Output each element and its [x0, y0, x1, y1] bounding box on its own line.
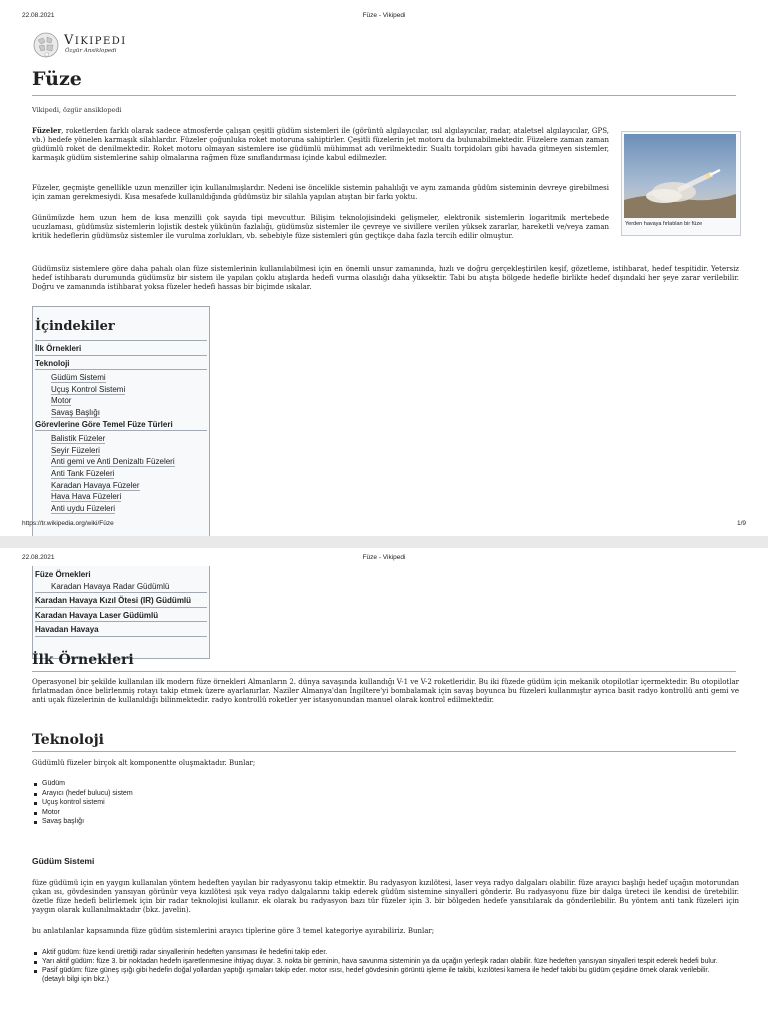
section-divider	[32, 751, 736, 752]
toc-item-anti-gemi[interactable]: Anti gemi ve Anti Denizaltı Füzeleri	[51, 457, 175, 467]
print-date-2: 22.08.2021	[22, 554, 55, 561]
section-heading-teknoloji: Teknoloji	[32, 732, 104, 748]
section-heading-ilk-ornekleri: İlk Örnekleri	[32, 652, 134, 668]
cost-paragraph: Güdümsüz sistemlere göre daha pahalı olan füze sistemlerinin kullanılabilmesi için en önemli unsur zamanında, hızlı ve doğru gerçekleştirilen keşif, gözetleme, istihbarat, hedef tespitidir. Yetersiz hedef istihbaratı durumunda güdümsüz bir sistem ile yapılan çoklu atışlarda hedefi vurma olasılığı daha yüksektir. Tabi bu atışta bölgede hedefle birlikte hedef dışındaki her şeye zarar verilebilir. Doğru ve zamanında istihbarat yoksa füzeler hedefi hassas bir biçimde ıskalar.	[32, 265, 739, 291]
intro-paragraph	[32, 126, 609, 163]
list-item: Arayıcı (hedef bulucu) sistem	[32, 789, 133, 799]
list-item: Güdüm	[32, 779, 133, 789]
image-caption: Yerden havaya fırlatılan bir füze	[625, 221, 703, 227]
toc-item-savas-basligi[interactable]: Savaş Başlığı	[51, 407, 100, 417]
site-wordmark[interactable]	[64, 33, 127, 48]
table-of-contents-continued	[32, 566, 210, 659]
toc-item-kizil-otesi[interactable]: Karadan Havaya Kızıl Ötesi (IR) Güdümlü	[35, 595, 207, 608]
history-paragraph: Füzeler, geçmişte genellikle uzun menziller için kullanılmışlardır. Nedeni ise öncelikle sistemin pahalılığı ve aynı zamanda güdüm sisteminin devreye girebilmesi için zaman gerekmesiydi. Kısa mesafede kullanıldığında güdümsüz bir silahla yapılan atıştan bir farkı yoktu.	[32, 184, 609, 201]
toc-list-continued	[35, 569, 207, 639]
toc-item-laser-gudumlu[interactable]: Karadan Havaya Laser Güdümlü	[35, 610, 207, 623]
toc-item-karadan-havaya[interactable]: Karadan Havaya Füzeler	[51, 480, 140, 490]
toc-item-teknoloji[interactable]: Teknoloji	[35, 358, 207, 371]
toc-item-ilk-ornekleri[interactable]: İlk Örnekleri	[35, 343, 207, 356]
toc-item-motor[interactable]: Motor	[51, 396, 72, 406]
print-date: 22.08.2021	[22, 12, 55, 19]
wordmark-rest: IKIPEDI	[74, 36, 127, 47]
list-item: Aktif güdüm: füze kendi ürettiği radar sinyallerinin hedeften yansıması ile hedefini takip eder.	[32, 948, 722, 957]
section-divider	[32, 671, 736, 672]
wordmark-initial: V	[64, 33, 75, 48]
toc-list	[35, 343, 207, 514]
site-sub: Vikipedi, özgür ansiklopedi	[32, 106, 122, 114]
component-list	[32, 779, 133, 827]
intro-text: , roketlerden farklı olarak sadece atmosferde çalışan çeşitli güdüm sistemleri ile (görüntü algılayıcılar, ısıl algılayıcılar, radar, ataletsel algılayıcılar, GPS, vb.) hedefe yönelen karmaşık silahlardır. Füzeler çoğunluka roket motoruna sahiptirler. Çeşitli füzelerin jet motoru da bulunabilmektedir. Füzelere zaman zaman güdümlü roket de denilmektedir. Roket motoru olmayan sistemlere ise güdümlü mühimmat adı verilmektedir. Sualtı torpidoları gibi havada gitmeyen sistemler, karmaşık güdüm sistemlerine sahip olmalarına rağmen füze sınıflandırması içinde kabul edilmezler.	[32, 127, 609, 162]
toc-item-hava-hava[interactable]: Hava Hava Füzeleri	[51, 492, 122, 502]
title-divider	[32, 95, 736, 96]
toc-item-gudum-sistemi[interactable]: Güdüm Sistemi	[51, 373, 106, 383]
today-paragraph: Günümüzde hem uzun hem de kısa menzilli çok sayıda tipi mevcuttur. Bilişim teknolojisindeki gelişmeler, elektronik sistemlerin logaritmik mertebede ucuzlaması, güdümsüz sistemlerin lojistik destek yükünün fazlalığı, güdümsüz sistemler ile çevreye ve sivillere verilen yüksek zararlar, hareketli ve/veya zaman kritik hedeflerin güdümsüz sistemler ile vurulma zorlukları, vb. sebebiyle füze sistemleri gün geçtikçe daha fazla tercih edilir olmuştur.	[32, 214, 609, 240]
list-item: Pasif güdüm: füze güneş ışığı gibi hedefin doğal yollardan yaptığı ışımaları takip eder. motor ısısı, hedef gövdesinin görüntü işleme ile takibi, kızılötesi kamera ile hedef takibi bu güdüm çeşidine örnek olarak verilebilir. (detaylı bilgi için bkz.)	[32, 966, 722, 984]
table-of-contents	[32, 306, 210, 536]
toc-item-seyir[interactable]: Seyir Füzeleri	[51, 445, 100, 455]
toc-item-fuze-turleri[interactable]: Görevlerine Göre Temel Füze Türleri	[35, 419, 207, 432]
page-title: Füze	[32, 68, 82, 90]
gudum-sistemi-paragraph: füze güdümü için en yaygın kullanılan yöntem hedeften yayılan bir radyasyonu takip etmektir. Bu radyasyon kızılötesi, laser veya radyo dalgaları olabilir. füze arayıcı başlığı hedef uçağın motorundan çıkan ısı, gövdesinden yansıyan görünür veya kızılötesi ışık veya radyo dalgalarını takip ederek güdüm sistemine sinyalleri gönderir. Bu radyasyonu füze bir dalga üreteci ile kendisi de üretebilir. özetle füze hedefi belirlemek için bir radar teknolojisi kullanır. ek olarak bu radyasyon bazı tür füzeler için 3. bir bölgeden hedefe yansıtılarak da gönderilebilir. Bu yöntem anti tank füzeleri için yaygın olarak kullanılmaktadır (bkz. javelin).	[32, 879, 739, 914]
toc-item-anti-uydu[interactable]: Anti uydu Füzeleri	[51, 503, 116, 513]
missile-thumbnail	[621, 131, 741, 236]
teknoloji-intro: Güdümlü füzeler birçok alt komponentte oluşmaktadır. Bunlar;	[32, 759, 256, 767]
toc-title: İçindekiler	[35, 319, 115, 334]
print-page-2	[0, 548, 768, 1024]
toc-item-fuze-ornekleri[interactable]: Füze Örnekleri	[35, 570, 91, 579]
print-title-2: Füze - Vikipedi	[362, 554, 406, 561]
print-header	[22, 12, 746, 22]
print-title: Füze - Vikipedi	[362, 12, 406, 19]
missile-launch-image[interactable]	[624, 134, 736, 218]
toc-item-anti-tank[interactable]: Anti Tank Füzeleri	[51, 468, 115, 478]
ilk-ornekleri-paragraph: Operasyonel bir şekilde kullanılan ilk modern füze örnekleri Almanların 2. dünya savaşında kullandığı V-1 ve V-2 roketleridir. Bu iki füzede güdüm için mekanik otopilotlar içermektedir. Bu otopilotlar fırlatmadan önce belirlenmiş rotayı takip etmek üzere ayarlanırlar. Naziler Almanya'dan İngiltere'yi bombalamak için savaş boyunca bu füzeleri kullanmıştır ayrıca basit radyo kontrollü anti gemi ve anti uçak füzelerinin de kullanıldığı bilinmektedir. radyo kontrollü roketler yer istasyonundan manuel olarak kontrol edilmektedir.	[32, 678, 739, 704]
toc-divider	[35, 340, 207, 341]
toc-item-havadan-havaya[interactable]: Havadan Havaya	[35, 624, 207, 637]
gudum-categories-intro: bu anlatılanlar kapsamında füze güdüm sistemlerini arayıcı tiplerine göre 3 temel kategoriye ayırabiliriz. Bunlar;	[32, 927, 435, 935]
toc-item-ucus-kontrol[interactable]: Uçuş Kontrol Sistemi	[51, 384, 126, 394]
toc-item-radar-gudumlu[interactable]: Karadan Havaya Radar Güdümlü	[35, 581, 207, 594]
list-item: Yarı aktif güdüm: füze 3. bir noktadan hedefn işaretlenmesine ihtiyaç duyar. 3. nokta bir geminin, hava savunma sisteminin ya da uçağın yerleşik radarı olabilir. füze hedeften yansıyan sinyalleri tespit ederek hedefi bulur.	[32, 957, 722, 966]
list-item: Uçuş kontrol sistemi	[32, 798, 133, 808]
list-item: Savaş başlığı	[32, 817, 133, 827]
list-item: Motor	[32, 808, 133, 818]
toc-item-balistik[interactable]: Balistik Füzeler	[51, 434, 106, 444]
print-url: https://tr.wikipedia.org/wiki/Füze	[22, 520, 114, 527]
subsection-heading-gudum-sistemi: Güdüm Sistemi	[32, 856, 95, 866]
intro-lead-bold: Füzeler	[32, 126, 62, 135]
wikipedia-globe-logo[interactable]	[33, 32, 59, 58]
gudum-categories-list	[32, 948, 722, 984]
site-tagline: Özgür Ansiklopedi	[65, 48, 117, 54]
print-page-number: 1/9	[736, 520, 746, 527]
